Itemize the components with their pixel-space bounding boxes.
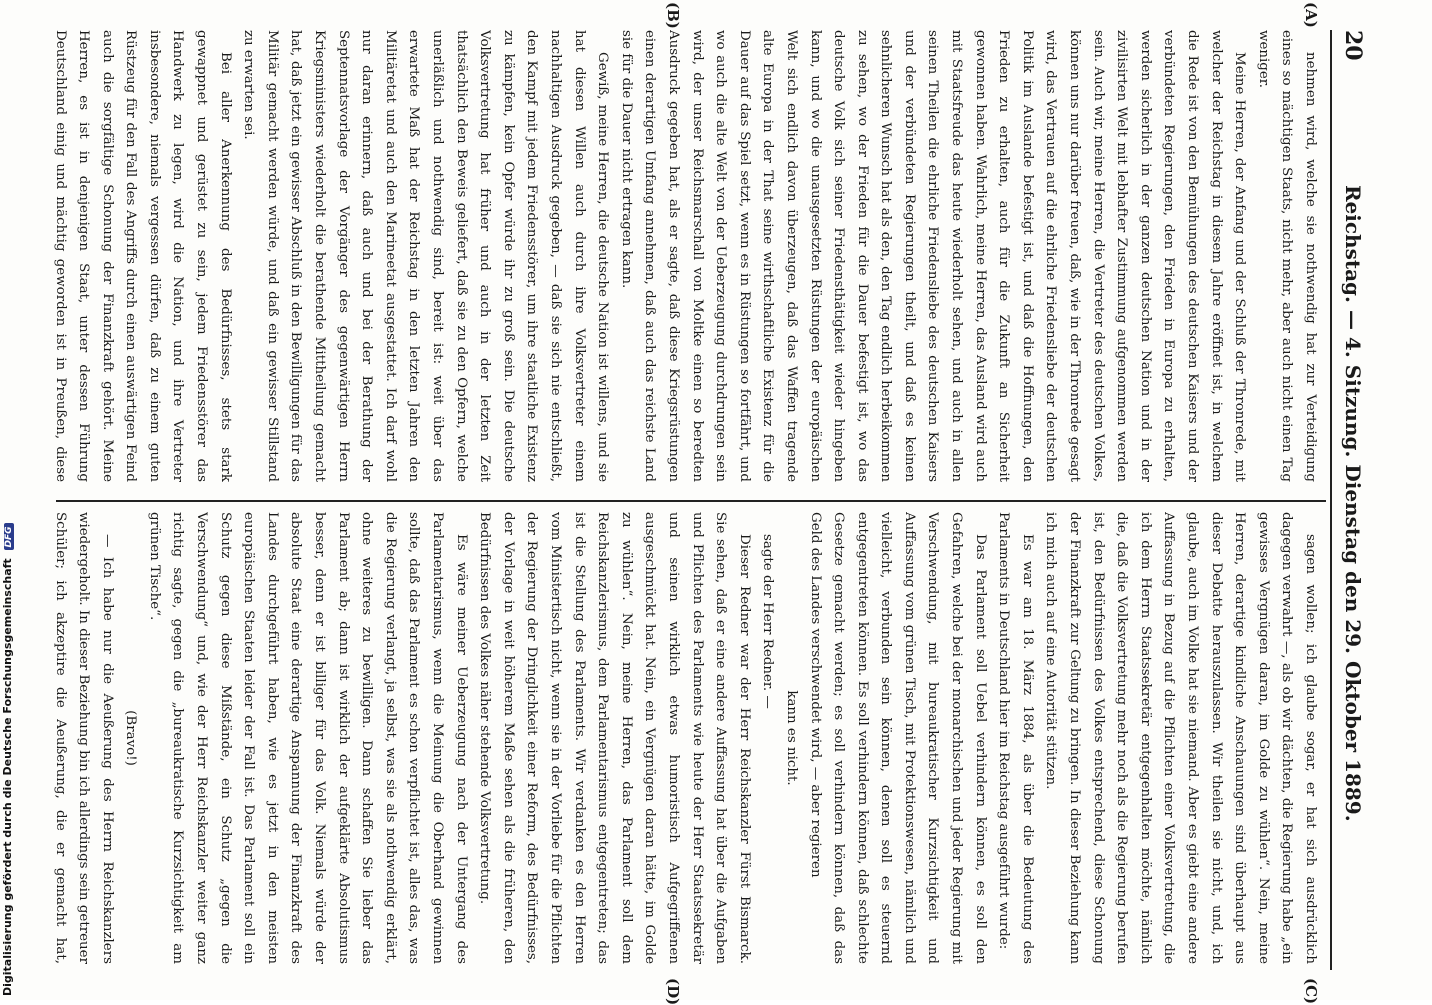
credit-text: Digitalisierung gefördert durch die Deutsche Forschungsgemeinschaft (1, 558, 14, 996)
paragraph: Dieser Redner war der Herr Reichskanzler Fürst Bismarck. Sie sehen, daß er eine andere Auffassung hat über die Aufgaben und Pflichten des Parlaments wie heute der Herr Staatssekretär und seinen wirklich etwas humoristisch Aufgegriffenen ausgeschmückt hat. Nein, ein Vergnügen daran hätte, im Golde zu wühlen“. Nein, meine Herren, das Parlament soll dem Reichskanzlerismus, dem Parlamentarismus entgegentreten; das ist die Stellung des Parlaments. Wir verdanken es den Herren vom Ministertisch nicht, wenn sie in der Vorliebe für die Pflichten der Regierung der Dringlichkeit einer Reform, des Bedürfnisses, der Vorlage in weit höherem Maße sehen als die früheren, den Bedürfnissen des Volkes näher stehende Volksvertretung. (477, 512, 752, 964)
quote-end: kann es nicht. (783, 690, 799, 786)
header-rule (1330, 30, 1332, 970)
digitization-credit (0, 0, 20, 1000)
paragraph: sagen wollen; ich glaube sogar, er hat sich ausdrücklich dagegen verwahrt —, als ob wir dächten, die Regierung habe „ein gewisses Vergnügen daran, im Golde zu wühlen“. Nein, meine Herren, derartige kindliche Anschauungen sind überhaupt aus dieser Debatte herauszulassen. Wir theilen sie nicht, und, ich glaube, auch im Volke hat sie niemand. Aber es giebt eine andere Auffassung in Bezug auf die Pflichten einer Volksvertretung, die ich dem Herrn Staatssekretär entgegenhalten möchte, nämlich die, daß die Volksvertretung mehr noch als die Regierung berufen ist, den Bedürfnissen des Volkes entsprechend, diese Schonung der Finanzkraft zur Geltung zu bringen. In dieser Beziehung kann ich mich auch auf eine Autorität stützen. (1043, 512, 1318, 964)
page-title: Reichstag. — 4. Sitzung. Dienstag den 29. Oktober 1889. (1341, 184, 1365, 822)
paragraph: Gewiß, meine Herren, die deutsche Nation ist willens, und sie hat diesen Willen auch durch ihre Volksvertreter einem nachhaltigen Ausdruck gegeben, — daß sie sich nie entschließt, den Kampf mit jedem Friedensstörer, um ihre staatliche Existenz zu kämpfen, kein Opfer würde ihr zu groß sein. Die deutsche Volksvertretung hat früher und auch in der letzten Zeit thatsächlich den Beweis geliefert, daß sie zu den Opfern, welche unerläßlich und nothwendig sind, bereit ist: weit über das erwartete Maß hat der Reichstag in den letzten Jahren den Militäretat und auch den Marineetat ausgestattet. Ich darf wohl nur daran erinnern, daß auch und bei der Berathung der Septennatsvorlage der Vorgänger des gegenwärtigen Herrn Kriegsministers wiederholt die berathende Mittheilung gemacht hat, daß jetzt ein gewisser Abschluß in den Bewilligungen für das Militär gemacht werden würde, und daß ein gewisser Stillstand zu erwarten sei. (241, 30, 611, 482)
applause-note: (Bravo!) (123, 710, 139, 766)
margin-marker-d: (D) (664, 978, 682, 1005)
margin-marker-b: (B) (664, 2, 682, 29)
attribution: sagte der Herr Redner. — (760, 534, 776, 709)
left-column (52, 30, 1322, 482)
paragraph: Es wäre meiner Ueberzeugung nach der Untergang des Parlamentarismus, wenn die Meinung die Oberhand gewinnen sollte, daß das Parlament es schon verpflichtet ist, alles das, was die Regierung verlangt, ja selbst, was sie als nothwendig erklärt, ohne weiteres zu bewilligen. Dann schaffen Sie lieber das Parlament ab; dann ist wirklich der aufgeklärte Absolutismus besser, denn er ist billiger für das Volk. Niemals würde der absolute Staat eine derartige Anspannung der Finanzkraft des Landes durchgeführt haben, wie es jetzt in den meisten europäischen Staaten leider der Fall ist. Das Parlament soll ein Schutz gegen diese Mißstände, ein Schutz „gegen die Verschwendung“ und, wie der Herr Reichskanzler weiter ganz richtig sagte, gegen die „bureaukratische Kurzsichtigkeit am grünen Tische“. (146, 512, 469, 964)
dfg-logo-icon: DFG (4, 523, 14, 550)
paragraph: — Ich habe nur die Aeußerung des Herrn Reichskanzlers wiedergeholt. In dieser Beziehung bin ich allerdings sein getreuer Schüler; ich akzeptire die Aeußerung, die er gemacht hat, (52, 512, 115, 964)
paragraph: Meine Herren, der Anfang und der Schluß der Thronrede, mit welcher der Reichstag in diesem Jahre eröffnet ist, in welchem die Rede ist von den Bemühungen des deutschen Kaisers und der verbündeten Regierungen, den Frieden in Europa zu erhalten, werden sicherlich in der ganzen deutschen Nation und in der zivilisirten Welt mit lebhafter Zustimmung aufgenommen werden sein. Auch wir, meine Herren, die Vertreter des deutschen Volkes, können uns nur darüber freuen, daß, wie in der Thronrede gesagt wird, das Vertrauen auf die ehrliche Friedensliebe der deutschen Politik im Auslande befestigt ist, und daß die Hoffnungen, den Frieden zu erhalten, auch für die Zukunft an Sicherheit gewonnen haben. Wahrlich, meine Herren, das Ausland wird auch mit Staatsfreude das heute wiederholt sehen, und auch in allen seinen Theilen die ehrliche Friedensliebe des deutschen Kaisers und der verbündeten Regierungen theilt, und daß es keinen sehnlicheren Wunsch hat als den, den Tag endlich herbeikommen zu sehen, wo der Frieden für die Dauer befestigt ist, wo das deutsche Volk sich seiner Friedensthätigkeit wieder hingeben kann, und wo die unausgesetzten Rüstungen der europäischen Welt sich endlich davon überzeugen, daß das Waffen tragende alte Europa in der That seine wirthschaftliche Existenz für die Dauer auf das Spiel setzt, wenn es in Rüstungen so fortfährt, und wo auch die alte Welt von der Ueberzeugung durchdrungen sein wird, der unser Reichsmarschall von Moltke einen so beredten Ausdruck gegeben hat, als er sagte, daß diese Kriegsrüstungen einen derartigen Umfang annehmen, daß auch das reichste Land sie für die Dauer nicht ertragen kann. (618, 30, 1248, 482)
paragraph: Bei aller Anerkennung des Bedürfnisses, stets stark gewappnet und gerüstet zu sein, jedem Friedensstörer das Handwerk zu legen, wird die Nation, und ihre Vertreter insbesondere, niemals vergessen dürfen, daß zu einem guten Rüstzeug für den Fall des Angriffs durch einen auswärtigen Feind auch die sorgfältige Schonung der Finanzkraft gehört. Meine Herren, es ist in denjenigen Staat, unter dessen Führung Deutschland einig und mächtig geworden ist in Preußen, diese (52, 30, 233, 482)
margin-marker-c: (C) (1302, 978, 1320, 1005)
right-column (52, 512, 1322, 964)
margin-marker-a: (A) (1302, 2, 1320, 28)
paragraph: nehmen wird, welche sie nothwendig hat zur Verteidigung eines so mächtigen Staats, nicht mehr, aber auch nicht einen Tag weniger. (1255, 30, 1318, 482)
paragraph: Es war am 18. März 1884, als über die Bedeutung des Parlaments in Deutschland hier im Reichstag ausgeführt wurde: (996, 512, 1035, 964)
rotated-page-content (42, 2, 1372, 1005)
quote-paragraph: Das Parlament soll Uebel verhindern können, es soll den Gefahren, welche bei der monarchischen und jeder Regierung mit Verschwendung, mit bureaukratischer Kurzsichtigkeit und Auffassung vom grünen Tisch, mit Protektionswesen, nämlich und vielleicht, verbunden sein können, denen soll es steuernd entgegentreten können. Es soll verhindern können, daß schlechte Gesetze gemacht werden; es soll verhindern können, daß das Geld des Landes verschwendet wird, — aber regieren (807, 512, 988, 964)
page-number: 20 (1340, 30, 1366, 61)
column-divider (56, 500, 1326, 502)
page-header (1334, 30, 1372, 970)
